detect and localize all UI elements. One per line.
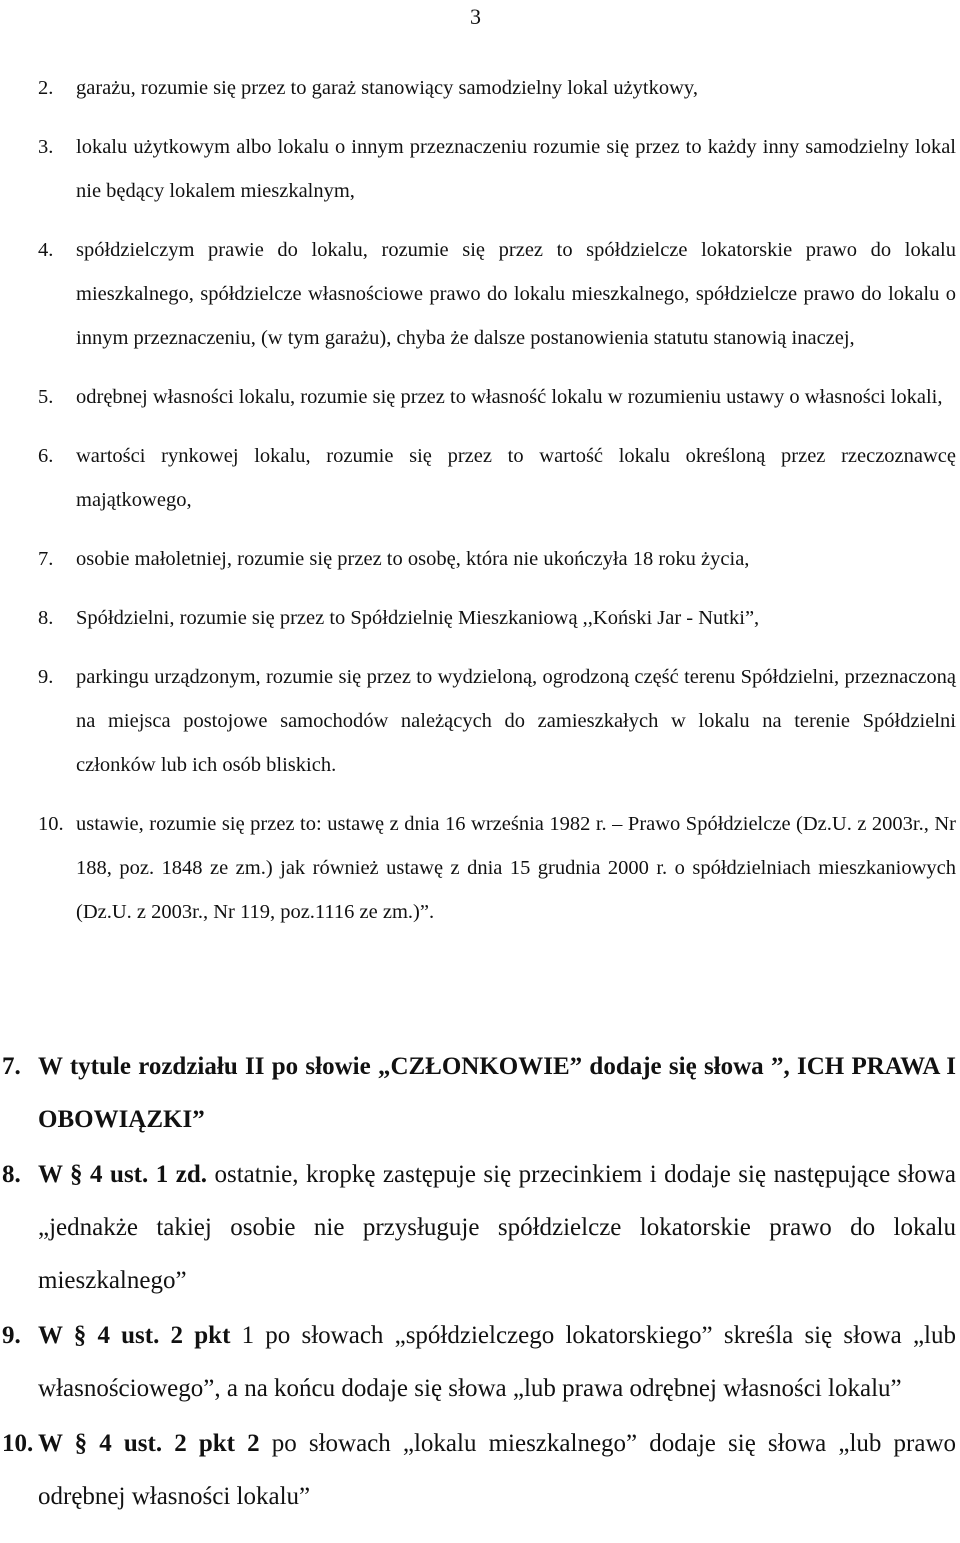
definition-text: parkingu urządzonym, rozumie się przez to wydzieloną, ogrodzoną część terenu Spółdzielni, przeznaczoną na miejsca postojowe samochodów należących do zamieszkałych w lokalu na terenie Spółdzielni członków lub ich osób bliskich. [76, 666, 956, 776]
definition-number: 4. [38, 239, 54, 261]
amendment-number: 8. [2, 1161, 21, 1188]
amendment-number: 7. [2, 1053, 21, 1080]
definition-number: 5. [38, 386, 54, 408]
definition-text: wartości rynkowej lokalu, rozumie się przez to wartość lokalu określoną przez rzeczoznawcę majątkowego, [76, 445, 956, 511]
definition-text: lokalu użytkowym albo lokalu o innym przeznaczeniu rozumie się przez to każdy inny samodzielny lokal nie będący lokalem mieszkalnym, [76, 136, 956, 202]
amendments-list [2, 1040, 956, 1525]
amendment-text [38, 1309, 956, 1415]
definition-number: 6. [38, 445, 54, 467]
definition-number: 8. [38, 607, 54, 629]
amendment-bold-text: W § 4 ust. 1 zd. [38, 1161, 207, 1188]
definition-item [38, 66, 956, 110]
definition-item [38, 596, 956, 640]
definition-text: Spółdzielni, rozumie się przez to Spółdzielnię Mieszkaniową ,,Koński Jar - Nutki”, [76, 607, 760, 629]
amendment-rest-text: 1 po słowach „spółdzielczego lokatorskiego” skreśla się słowa „lub własnościowego”, a na końcu dodaje się słowa „lub prawa odrębnej własności lokalu” [38, 1322, 956, 1402]
definition-item [38, 434, 956, 522]
definition-text: odrębnej własności lokalu, rozumie się przez to własność lokalu w rozumieniu ustawy o własności lokali, [76, 386, 943, 408]
amendment-text [38, 1417, 956, 1523]
amendment-item [2, 1309, 956, 1415]
amendment-rest-text: ostatnie, kropkę zastępuje się przecinkiem i dodaje się następujące słowa „jednakże takiej osobie nie przysługuje spółdzielcze lokatorskie prawo do lokalu mieszkalnego” [38, 1161, 956, 1294]
definition-number: 10. [38, 813, 64, 835]
amendment-text [38, 1148, 956, 1307]
definition-text: osobie małoletniej, rozumie się przez to osobę, która nie ukończyła 18 roku życia, [76, 548, 750, 570]
definition-item [38, 228, 956, 360]
definition-number: 7. [38, 548, 54, 570]
definition-text: garażu, rozumie się przez to garaż stanowiący samodzielny lokal użytkowy, [76, 77, 698, 99]
definition-item [38, 802, 956, 934]
amendment-item [2, 1417, 956, 1523]
amendment-text [38, 1040, 956, 1146]
amendment-number: 9. [2, 1322, 21, 1349]
amendment-bold-text: W § 4 ust. 2 pkt [38, 1322, 231, 1349]
definition-item [38, 125, 956, 213]
definitions-list [38, 66, 956, 949]
amendment-bold-text: W tytule rozdziału II po słowie „CZŁONKOWIE” dodaje się słowa ”, ICH PRAWA I OBOWIĄZKI” [38, 1053, 956, 1133]
amendment-item [2, 1040, 956, 1146]
definition-item [38, 375, 956, 419]
definition-number: 2. [38, 77, 54, 99]
amendment-rest-text: po słowach „lokalu mieszkalnego” dodaje się słowa „lub prawo odrębnej własności lokalu” [38, 1430, 956, 1510]
definition-item [38, 655, 956, 787]
definition-number: 9. [38, 666, 54, 688]
amendment-bold-text: W § 4 ust. 2 pkt 2 [38, 1430, 260, 1457]
amendment-number: 10. [2, 1430, 34, 1457]
definition-text: spółdzielczym prawie do lokalu, rozumie się przez to spółdzielcze lokatorskie prawo do lokalu mieszkalnego, spółdzielcze własnościowe prawo do lokalu mieszkalnego, spółdzielcze prawo do lokalu o innym przeznaczeniu, (w tym garażu), chyba że dalsze postanowienia statutu stanowią inaczej, [76, 239, 956, 349]
definition-text: ustawie, rozumie się przez to: ustawę z dnia 16 września 1982 r. – Prawo Spółdzielcze (Dz.U. z 2003r., Nr 188, poz. 1848 ze zm.) jak również ustawę z dnia 15 grudnia 2000 r. o spółdzielniach mieszkaniowych (Dz.U. z 2003r., Nr 119, poz.1116 ze zm.)”. [76, 813, 956, 923]
definition-number: 3. [38, 136, 54, 158]
amendment-item [2, 1148, 956, 1307]
page-number: 3 [470, 4, 481, 29]
definition-item [38, 537, 956, 581]
